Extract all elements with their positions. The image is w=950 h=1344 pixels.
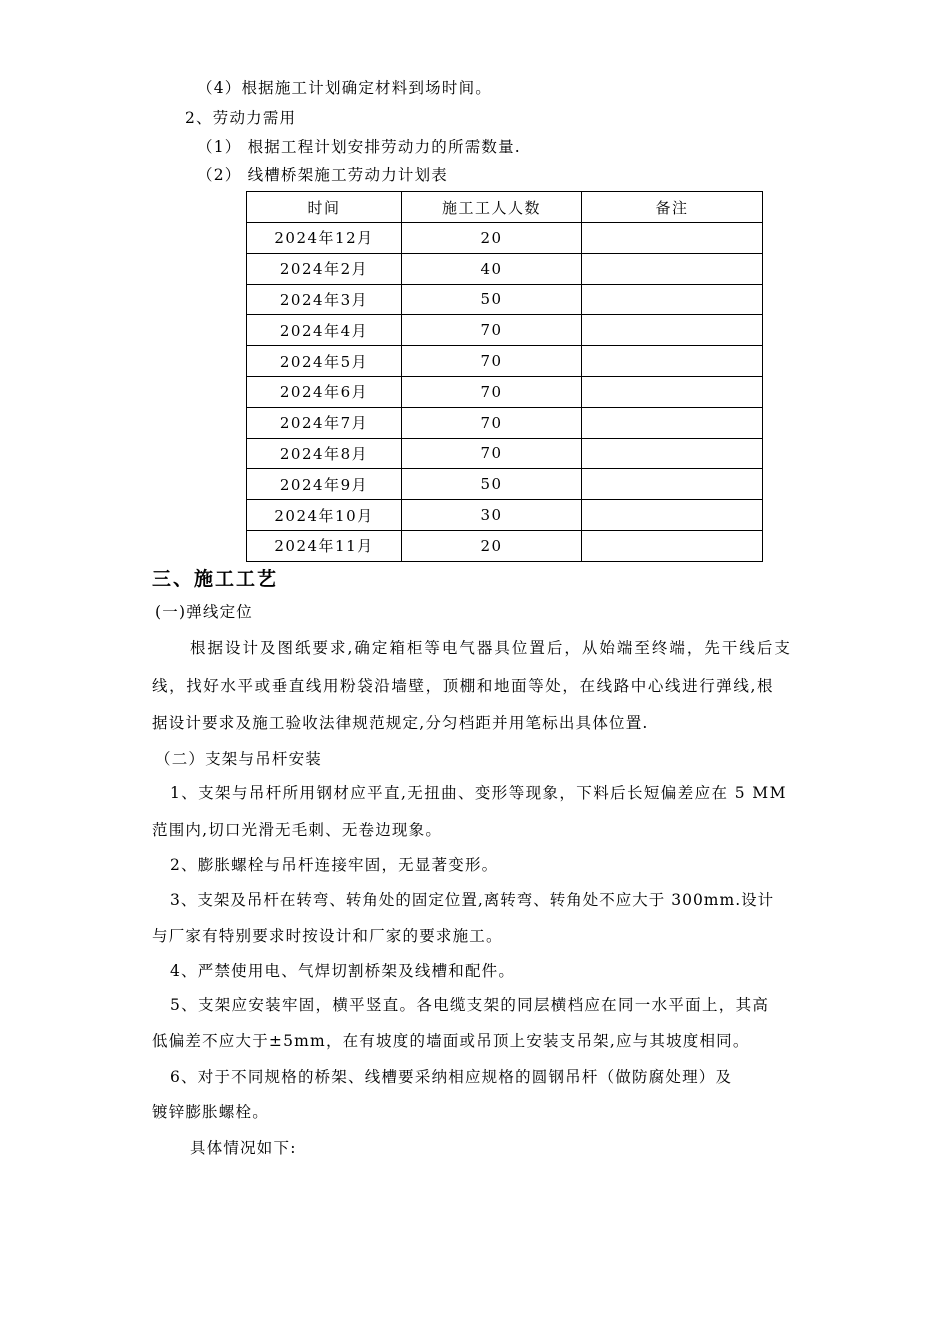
cell-workers: 70 [402, 438, 582, 469]
labor-plan-table [246, 191, 763, 562]
table-row [247, 315, 763, 346]
cell-workers: 50 [402, 469, 582, 500]
list-item: 4、严禁使用电、气焊切割桥架及线槽和配件。 [170, 962, 516, 980]
cell-time: 2024年7月 [247, 407, 402, 438]
list-item: 6、对于不同规格的桥架、线槽要采纳相应规格的圆钢吊杆（做防腐处理）及 [170, 1068, 733, 1086]
table-row [247, 530, 763, 561]
labor-demand-heading: 2、劳动力需用 [185, 109, 297, 127]
cell-note [582, 530, 763, 561]
header-workers: 施工工人人数 [402, 192, 582, 223]
table-row [247, 469, 763, 500]
cell-note [582, 469, 763, 500]
list-item: 1、支架与吊杆所用钢材应平直,无扭曲、变形等现象，下料后长短偏差应在 5 MM [170, 784, 787, 802]
cell-time: 2024年4月 [247, 315, 402, 346]
list-item: 范围内,切口光滑无毛刺、无卷边现象。 [152, 821, 443, 839]
cell-note [582, 407, 763, 438]
cell-workers: 40 [402, 253, 582, 284]
cell-time: 2024年11月 [247, 530, 402, 561]
paragraph-line: 据设计要求及施工验收法律规范规定,分匀档距并用笔标出具体位置. [152, 714, 649, 732]
cell-time: 2024年12月 [247, 223, 402, 254]
material-arrival-item: （4）根据施工计划确定材料到场时间。 [197, 79, 492, 97]
cell-time: 2024年3月 [247, 284, 402, 315]
labor-item-2: （2） 线槽桥架施工劳动力计划表 [197, 166, 448, 184]
cell-workers: 70 [402, 315, 582, 346]
list-item: 3、支架及吊杆在转弯、转角处的固定位置,离转弯、转角处不应大于 300mm.设计 [170, 891, 775, 909]
cell-workers: 50 [402, 284, 582, 315]
cell-time: 2024年10月 [247, 500, 402, 531]
cell-note [582, 500, 763, 531]
labor-item-1: （1） 根据工程计划安排劳动力的所需数量. [197, 138, 521, 156]
closing-line: 具体情况如下: [190, 1139, 297, 1157]
cell-time: 2024年2月 [247, 253, 402, 284]
section-title: 三、施工工艺 [152, 568, 279, 590]
header-note: 备注 [582, 192, 763, 223]
cell-time: 2024年5月 [247, 346, 402, 377]
subsection-title-1: (一)弹线定位 [155, 603, 253, 621]
list-item: 镀锌膨胀螺栓。 [152, 1103, 269, 1121]
table-row [247, 407, 763, 438]
cell-workers: 70 [402, 346, 582, 377]
cell-time: 2024年9月 [247, 469, 402, 500]
cell-note [582, 223, 763, 254]
list-item: 2、膨胀螺栓与吊杆连接牢固，无显著变形。 [170, 856, 499, 874]
list-item: 5、支架应安装牢固，横平竖直。各电缆支架的同层横档应在同一水平面上，其高 [170, 996, 770, 1014]
paragraph-line: 线，找好水平或垂直线用粉袋沿墙壁，顶棚和地面等处，在线路中心线进行弹线,根 [152, 677, 775, 695]
cell-note [582, 253, 763, 284]
table-row [247, 253, 763, 284]
cell-note [582, 438, 763, 469]
table-row [247, 438, 763, 469]
table-row [247, 500, 763, 531]
list-item: 低偏差不应大于±5mm，在有坡度的墙面或吊顶上安装支吊架,应与其坡度相同。 [152, 1032, 750, 1050]
table-row [247, 284, 763, 315]
cell-note [582, 315, 763, 346]
subsection-title-2: （二）支架与吊杆安装 [155, 750, 323, 768]
cell-note [582, 346, 763, 377]
cell-workers: 30 [402, 500, 582, 531]
cell-note [582, 376, 763, 407]
table-header-row [247, 192, 763, 223]
table-row [247, 346, 763, 377]
table-row [247, 223, 763, 254]
header-time: 时间 [247, 192, 402, 223]
cell-workers: 20 [402, 223, 582, 254]
table-row [247, 376, 763, 407]
cell-workers: 70 [402, 376, 582, 407]
cell-note [582, 284, 763, 315]
cell-workers: 20 [402, 530, 582, 561]
cell-time: 2024年6月 [247, 376, 402, 407]
cell-time: 2024年8月 [247, 438, 402, 469]
cell-workers: 70 [402, 407, 582, 438]
paragraph-line: 根据设计及图纸要求,确定箱柜等电气器具位置后，从始端至终端，先干线后支 [190, 639, 792, 657]
list-item: 与厂家有特别要求时按设计和厂家的要求施工。 [152, 927, 503, 945]
